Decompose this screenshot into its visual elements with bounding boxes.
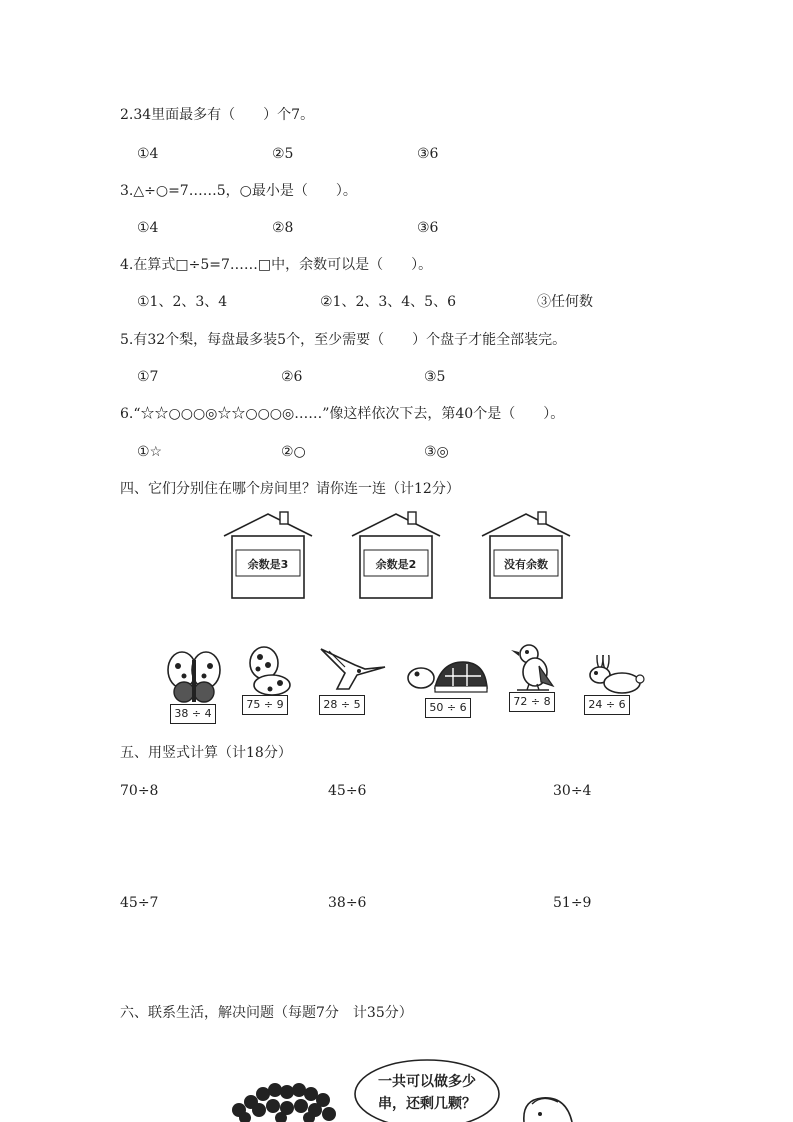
house-label: 余数是2 xyxy=(375,558,417,571)
butterfly-icon xyxy=(164,650,224,706)
dog-icon xyxy=(240,645,300,697)
question-4-option-1: ①1、2、3、4 xyxy=(137,294,228,310)
calc-70-div-8: 70÷8 xyxy=(120,783,159,799)
question-6-option-2: ②○ xyxy=(281,444,306,460)
animal-bird[interactable] xyxy=(505,640,565,720)
question-5-option-2: ②6 xyxy=(281,369,303,385)
question-4-stem: 4.在算式□÷5=7……□中，余数可以是（ ）。 xyxy=(120,257,433,273)
question-3-stem: 3.△÷○=7……5，○最小是（ ）。 xyxy=(120,183,357,199)
question-2-option-1: ①4 xyxy=(137,146,159,162)
house-label: 没有余数 xyxy=(504,558,548,571)
division-expression: 72 ÷ 8 xyxy=(509,692,555,712)
question-2-option-3: ③6 xyxy=(417,146,439,162)
bird-icon xyxy=(505,640,565,695)
calc-30-div-4: 30÷4 xyxy=(553,783,592,799)
turtle-icon xyxy=(405,658,490,698)
bubble-line-1: 一共可以做多少 xyxy=(378,1074,476,1090)
bubble-line-2: 串，还剩几颗？ xyxy=(378,1096,476,1112)
question-5-stem: 5.有32个梨，每盘最多装5个，至少需要（ ）个盘子才能全部装完。 xyxy=(120,332,567,348)
house-remainder-3[interactable] xyxy=(222,510,314,600)
house-remainder-2[interactable] xyxy=(350,510,442,600)
question-4-option-3: ③任何数 xyxy=(537,294,593,310)
division-expression: 38 ÷ 4 xyxy=(170,704,216,724)
division-expression: 24 ÷ 6 xyxy=(584,695,630,715)
question-2-stem: 2.34里面最多有（ ）个7。 xyxy=(120,107,315,123)
question-3-option-2: ②8 xyxy=(272,220,294,236)
beads-icon xyxy=(225,1080,345,1122)
child-icon xyxy=(518,1092,578,1122)
question-4-option-2: ②1、2、3、4、5、6 xyxy=(320,294,456,310)
house-icon xyxy=(350,510,442,600)
question-6-option-3: ③◎ xyxy=(424,444,449,460)
animal-dog[interactable] xyxy=(240,645,300,720)
eagle-icon xyxy=(315,645,390,697)
question-6-option-1: ①☆ xyxy=(137,444,163,460)
rabbit-icon xyxy=(580,655,645,695)
house-label: 余数是3 xyxy=(247,558,289,571)
section-6-title: 六、联系生活，解决问题（每题7分 计35分） xyxy=(120,1005,413,1021)
division-expression: 28 ÷ 5 xyxy=(319,695,365,715)
house-icon xyxy=(480,510,572,600)
calc-38-div-6: 38÷6 xyxy=(328,895,367,911)
question-6-stem: 6.“☆☆○○○◎☆☆○○○◎……”像这样依次下去，第40个是（ ）。 xyxy=(120,406,565,422)
question-5-option-1: ①7 xyxy=(137,369,159,385)
division-expression: 75 ÷ 9 xyxy=(242,695,288,715)
question-3-option-1: ①4 xyxy=(137,220,159,236)
house-no-remainder[interactable] xyxy=(480,510,572,600)
calc-45-div-7: 45÷7 xyxy=(120,895,159,911)
animal-rabbit[interactable] xyxy=(580,655,645,720)
question-5-option-3: ③5 xyxy=(424,369,446,385)
section-4-title: 四、它们分别住在哪个房间里？请你连一连（计12分） xyxy=(120,481,460,497)
section-5-title: 五、用竖式计算（计18分） xyxy=(120,745,292,761)
division-expression: 50 ÷ 6 xyxy=(425,698,471,718)
question-3-option-3: ③6 xyxy=(417,220,439,236)
house-icon xyxy=(222,510,314,600)
animal-butterfly[interactable] xyxy=(164,650,224,725)
calc-51-div-9: 51÷9 xyxy=(553,895,592,911)
calc-45-div-6: 45÷6 xyxy=(328,783,367,799)
animal-eagle[interactable] xyxy=(315,645,390,720)
animal-turtle[interactable] xyxy=(405,658,490,723)
question-2-option-2: ②5 xyxy=(272,146,294,162)
